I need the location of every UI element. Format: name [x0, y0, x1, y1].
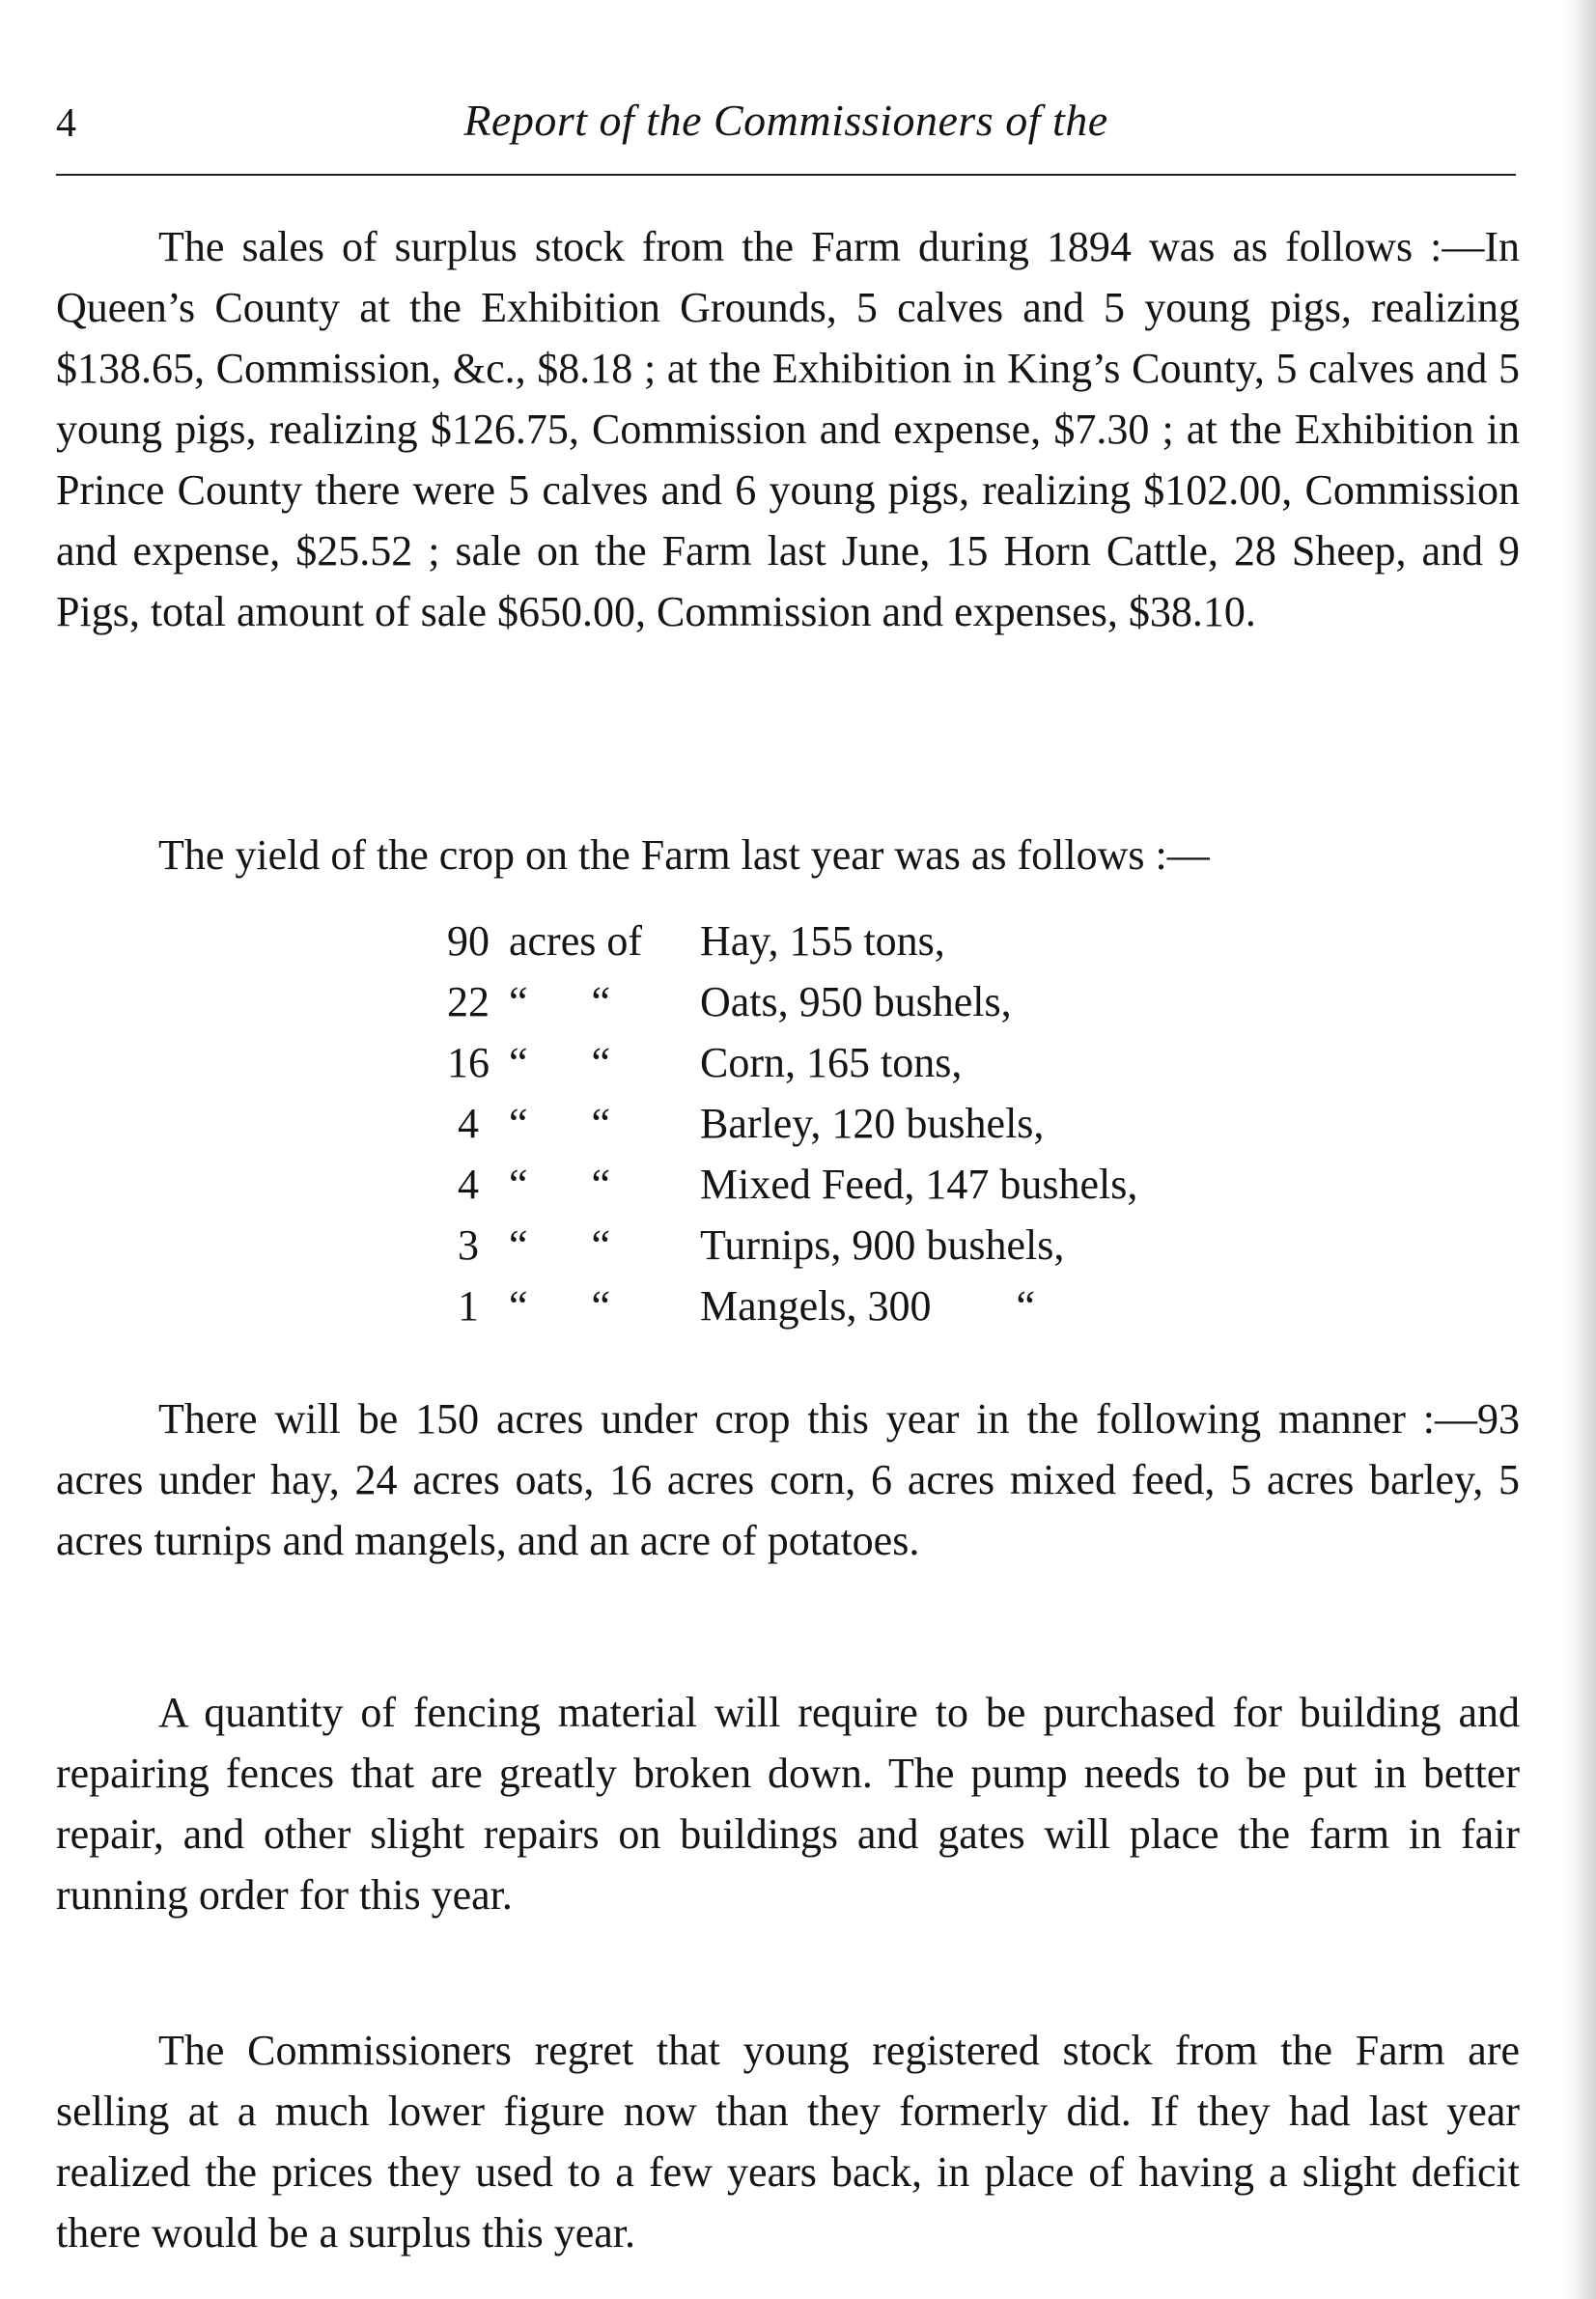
crop-yield: Mangels, 300 “ — [700, 1282, 1036, 1330]
scan-edge-shadow — [1563, 0, 1596, 2299]
crop-yield: Turnips, 900 bushels, — [700, 1221, 1065, 1269]
ditto-marks: “ “ — [509, 1039, 611, 1086]
ditto-marks: “ “ — [509, 1161, 611, 1208]
ditto-marks: “ “ — [509, 1221, 611, 1269]
crop-acres: 4 — [458, 1100, 479, 1147]
ditto-marks: “ “ — [509, 978, 611, 1025]
crop-yield: Corn, 165 tons, — [700, 1039, 963, 1086]
paragraph-crop-plan: There will be 150 acres under crop this year in the following manner :—93 acres under hay, 24 acres oats, 16 acres corn, 6 acres mixed feed, 5 acres barley, 5 acres turnips and mangels, and an acre of potatoes. — [56, 1395, 1520, 1564]
header-rule — [56, 174, 1516, 176]
crop-acres: 1 — [458, 1282, 479, 1330]
paragraph-stock-prices: The Commissioners regret that young registered stock from the Farm are selling at a much lower figure now than they formerly did. If they had last year realized the prices they used to a few years back, in place of having a slight deficit there would be a surplus this year. — [56, 2027, 1520, 2257]
ditto-marks: “ “ — [509, 1100, 611, 1147]
crop-acres: 16 — [447, 1039, 490, 1086]
crop-yield: Barley, 120 bushels, — [700, 1100, 1045, 1147]
page-number: 4 — [56, 101, 76, 146]
paragraph-crop-yield-intro: The yield of the crop on the Farm last year was as follows :— — [158, 831, 1210, 879]
crop-acres-of: acres of — [509, 917, 643, 965]
crop-acres: 22 — [447, 978, 490, 1025]
crop-yield: Hay, 155 tons, — [700, 917, 945, 965]
crop-acres: 90 — [447, 917, 490, 965]
crop-yield: Oats, 950 bushels, — [700, 978, 1012, 1025]
crop-acres: 3 — [458, 1221, 479, 1269]
crop-yield: Mixed Feed, 147 bushels, — [700, 1161, 1138, 1208]
ditto-marks: “ “ — [509, 1282, 611, 1330]
page-header — [56, 89, 1516, 166]
running-title: Report of the Commissioners of the — [463, 96, 1108, 145]
paragraph-stock-sales: The sales of surplus stock from the Farm during 1894 was as follows :—In Queen’s County at the Exhibition Grounds, 5 calves and 5 young pigs, realizing $138.65, Commission, &c., $8.18 ; at the Exhibition in King’s County, 5 calves and 5 young pigs, realizing $126.75, Commission and expense, $7.30 ; at the Exhibition in Prince County there were 5 calves and 6 young pigs, realizing $102.00, Commission and expense, $25.52 ; sale on the Farm last June, 15 Horn Cattle, 28 Sheep, and 9 Pigs, total amount of sale $650.00, Commission and expenses, $38.10. — [56, 223, 1520, 635]
paragraph-fencing-repairs: A quantity of fencing material will require to be purchased for building and repairing fences that are greatly broken down. The pump needs to be put in better repair, and other slight repairs on buildings and gates will place the farm in fair running order for this year. — [56, 1689, 1520, 1919]
crop-acres: 4 — [458, 1161, 479, 1208]
